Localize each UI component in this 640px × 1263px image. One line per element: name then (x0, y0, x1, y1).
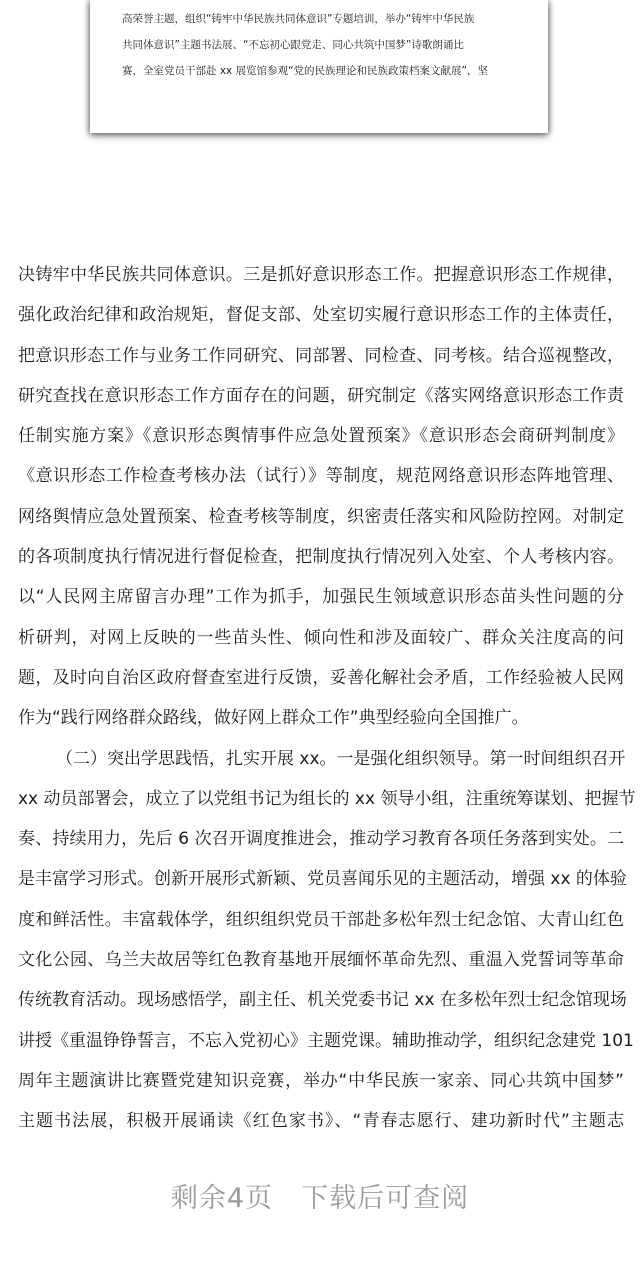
body-line: 《意识形态工作检查考核办法（试行）》等制度，规范网络意识形态阵地管理、 (18, 466, 624, 487)
body-line: 传统教育活动。现场感悟学，副主任、机关党委书记 xx 在多松年烈士纪念馆现场 (18, 990, 627, 1011)
body-line: 题，及时向自治区政府督查室进行反馈，妥善化解社会矛盾，工作经验被人民网 (18, 667, 624, 688)
body-line: 讲授《重温铮铮誓言，不忘入党初心》主题党课。辅助推动学，组织纪念建党 101 (18, 1030, 634, 1051)
body-line: 作为“践行网络群众路线，做好网上群众工作”典型经验向全国推广。 (18, 708, 529, 729)
body-line: 度和鲜活性。丰富载体学，组织组织党员干部赴多松年烈士纪念馆、大青山红色 (18, 909, 624, 930)
body-line: 析研判，对网上反映的一些苗头性、倾向性和涉及面较广、群众关注度高的问 (18, 627, 624, 648)
download-prompt[interactable] (0, 1176, 640, 1215)
body-line: 以“人民网主席留言办理”工作为抓手，加强民生领域意识形态苗头性问题的分 (18, 587, 624, 608)
document-body (18, 255, 636, 1142)
document-preview-card (90, 0, 548, 133)
preview-line: 赛，全室党员干部赴 xx 展览馆参观“党的民族理论和民族政策档案文献展”，坚 (122, 65, 488, 77)
download-to-view-label: 下载后可查阅 (301, 1183, 470, 1214)
body-line: xx 动员部署会，成立了以党组书记为组长的 xx 领导小组，注重统筹谋划、把握节 (18, 788, 636, 809)
body-line: 决铸牢中华民族共同体意识。三是抓好意识形态工作。把握意识形态工作规律， (18, 265, 624, 285)
body-line: 研究查找在意识形态工作方面存在的问题，研究制定《落实网络意识形态工作责 (18, 385, 624, 406)
body-line: 奏、持续用力，先后 6 次召开调度推进会，推动学习教育各项任务落到实处。二 (18, 829, 624, 850)
body-line: 任制实施方案》《意识形态舆情事件应急处置预案》《意识形态会商研判制度》 (18, 426, 624, 447)
remaining-pages-label: 剩余4页 (170, 1183, 274, 1214)
body-line: 是丰富学习形式。创新开展形式新颖、党员喜闻乐见的主题活动，增强 xx 的体验 (18, 869, 627, 890)
body-line: 强化政治纪律和政治规矩，督促支部、处室切实履行意识形态工作的主体责任， (18, 305, 624, 326)
body-line: 网络舆情应急处置预案、检查考核等制度，织密责任落实和风险防控网。对制定 (18, 506, 624, 527)
body-line: 文化公园、乌兰夫故居等红色教育基地开展缅怀革命先烈、重温入党誓词等革命 (18, 950, 624, 971)
body-line: 周年主题演讲比赛暨党建知识竞赛，举办“中华民族一家亲、同心共筑中国梦” (18, 1070, 624, 1091)
body-line: 主题书法展，积极开展诵读《红色家书》、“青春志愿行、建功新时代”主题志 (18, 1111, 624, 1132)
preview-line: 高荣誉主题，组织“铸牢中华民族共同体意识”专题培训，举办“铸牢中华民族 (122, 13, 475, 25)
preview-card-text (122, 6, 522, 84)
body-line: 把意识形态工作与业务工作同研究、同部署、同检查、同考核。结合巡视整改， (18, 345, 624, 366)
body-line: 的各项制度执行情况进行督促检查，把制度执行情况列入处室、个人考核内容。 (18, 547, 624, 568)
preview-line: 共同体意识”主题书法展、“不忘初心跟党走、同心共筑中国梦”诗歌朗诵比 (122, 39, 464, 51)
section-heading-line: （二）突出学思践悟，扎实开展 xx。一是强化组织领导。第一时间组织召开 (56, 748, 626, 769)
